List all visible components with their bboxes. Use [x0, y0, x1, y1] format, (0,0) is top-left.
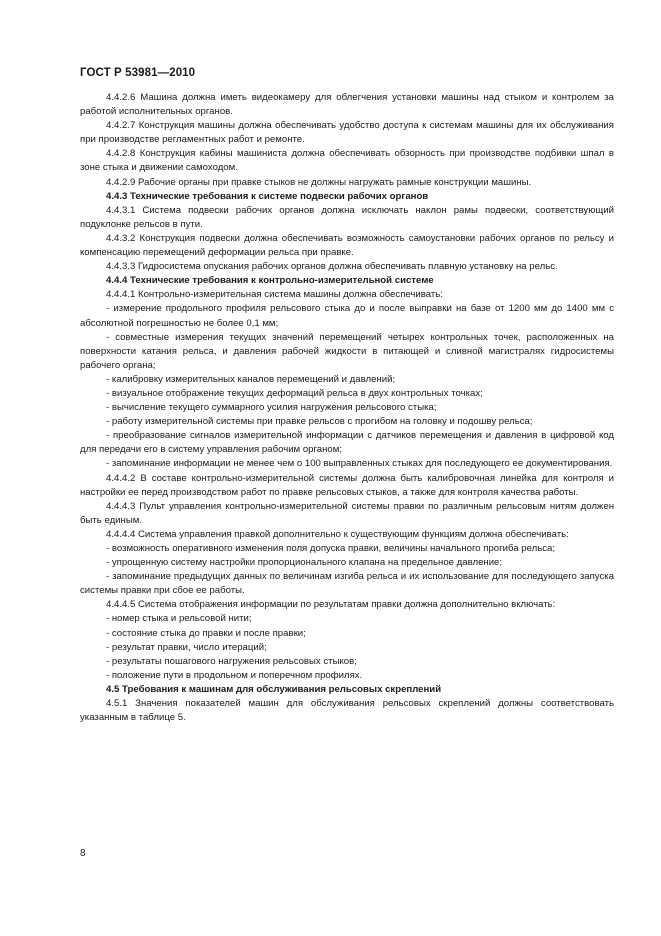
- paragraph: 4.4.2.6 Машина должна иметь видеокамеру для облегчения установки машины над стыком и контролем за работой исполнительных органов.: [80, 92, 614, 118]
- list-item: - упрощенную систему настройки пропорционального клапана на предельное давление;: [106, 557, 503, 569]
- list-item: - визуальное отображение текущих деформаций рельса в двух контрольных точках;: [106, 387, 483, 399]
- list-item: - преобразование сигналов измерительной информации с датчиков перемещения и давления в цифровой код для передачи его в систему управления рабочим органом;: [80, 430, 614, 456]
- paragraph: 4.4.2.8 Конструкция кабины машиниста должна обеспечивать обзорность при производстве подбивки шпал в зоне стыка и движении самоходом.: [80, 148, 614, 174]
- list-item: - возможность оперативного изменения поля допуска правки, величины начального прогиба рельса;: [106, 543, 555, 554]
- document-header: ГОСТ Р 53981—2010: [80, 67, 196, 79]
- list-item: - положение пути в продольном и поперечном профилях.: [106, 669, 363, 681]
- list-item: - запоминание информации не менее чем о 100 выправленных стыках для последующего ее документирования.: [106, 458, 613, 470]
- list-item: - состояние стыка до правки и после правки;: [106, 627, 306, 639]
- list-item: - вычисление текущего суммарного усилия нагружения рельсового стыка;: [106, 402, 437, 414]
- paragraph: 4.4.4.2 В составе контрольно-измерительной системы должна быть калибровочная линейка для контроля и настройки ее перед производством работ по правке рельсовых стыков, а также для контроля качества работы.: [80, 472, 614, 498]
- list-item: - измерение продольного профиля рельсового стыка до и после выправки на базе от 1200 мм до 1400 мм с абсолютной погрешностью не более 0,1 мм;: [80, 303, 614, 329]
- list-item: - результаты пошагового нагружения рельсовых стыков;: [106, 655, 357, 667]
- list-item: - совместные измерения текущих значений перемещений четырех контрольных точек, расположенных на поверхности катания рельса, и давления рабочей жидкости в питающей и сливной магистралях гидросистемы рабочего органа;: [80, 331, 614, 371]
- section-heading: 4.4.4 Технические требования к контрольно-измерительной системе: [106, 275, 434, 287]
- paragraph: 4.4.3.1 Система подвески рабочих органов должна исключать наклон рамы подвески, соответствующий подуклонке рельсов в пути.: [80, 204, 614, 230]
- list-item: - номер стыка и рельсовой нити;: [106, 613, 252, 625]
- list-item: - работу измерительной системы при правке рельсов с прогибом на головку и подошву рельса;: [106, 416, 533, 428]
- list-item: - калибровку измерительных каналов перемещений и давлений;: [106, 373, 396, 385]
- paragraph: 4.4.3.2 Конструкция подвески должна обеспечивать возможность самоустановки рабочих органов по рельсу и компенсацию перемещений деформации рельса при правке.: [80, 232, 614, 259]
- paragraph: 4.4.4.4 Система управления правкой дополнительно к существующим функциям должна обеспечивать:: [106, 528, 569, 540]
- paragraph: 4.4.3.3 Гидросистема опускания рабочих органов должна обеспечивать плавную установку на рельс.: [106, 261, 558, 273]
- document-body: [80, 91, 614, 725]
- list-item: - запоминание предыдущих данных по величинам изгиба рельса и их использование для последующего запуска системы правки при сбое ее работы.: [80, 571, 614, 597]
- list-item: - результат правки, число итераций;: [106, 641, 267, 653]
- paragraph: 4.4.4.5 Система отображения информации по результатам правки должна дополнительно включать:: [106, 599, 556, 611]
- paragraph: 4.5.1 Значения показателей машин для обслуживания рельсовых скреплений должны соответствовать указанным в таблице 5.: [80, 698, 614, 724]
- page-number: 8: [80, 848, 86, 859]
- paragraph: 4.4.2.7 Конструкция машины должна обеспечивать удобство доступа к системам машины для их обслуживания при производстве регламентных работ и ремонте.: [80, 120, 614, 146]
- section-heading: 4.5 Требования к машинам для обслуживания рельсовых скреплений: [106, 683, 442, 695]
- paragraph: 4.4.2.9 Рабочие органы при правке стыков не должны нагружать рамные конструкции машины.: [106, 176, 532, 188]
- section-heading: 4.4.3 Технические требования к системе подвески рабочих органов: [106, 190, 429, 202]
- paragraph: 4.4.4.3 Пульт управления контрольно-измерительной системы правки по различным рельсовым нитям должен быть единым.: [80, 500, 614, 526]
- paragraph: 4.4.4.1 Контрольно-измерительная система машины должна обеспечивать:: [106, 289, 443, 301]
